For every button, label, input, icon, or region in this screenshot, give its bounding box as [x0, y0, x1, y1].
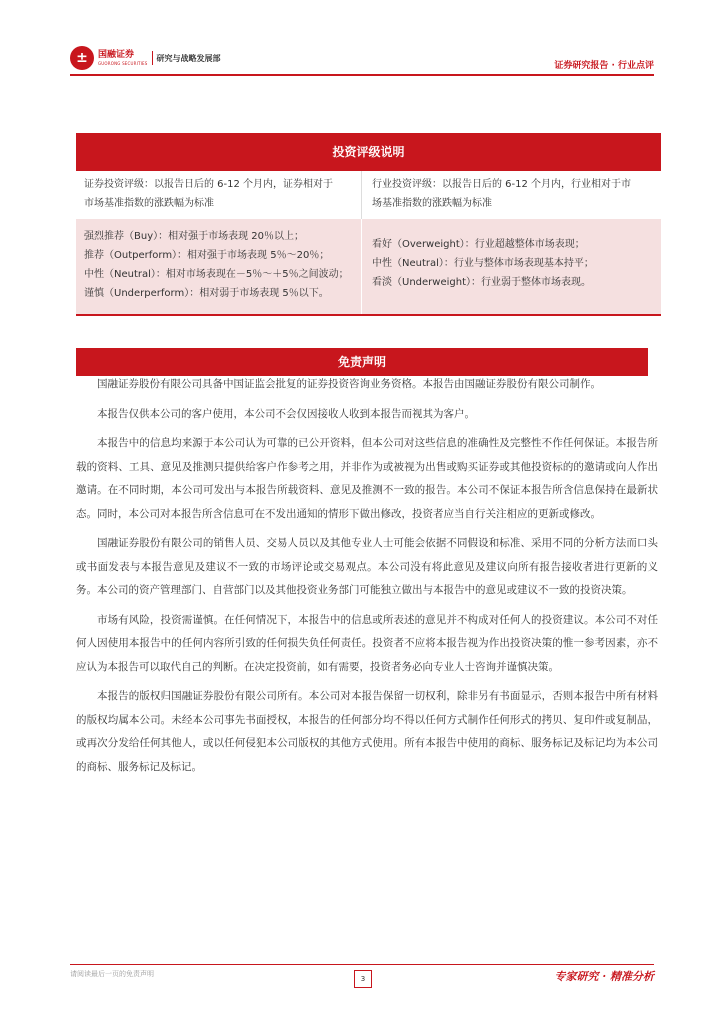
page-header	[0, 0, 724, 80]
page-number: 3	[354, 970, 372, 988]
disclaimer-paragraph: 本报告仅供本公司的客户使用，本公司不会仅因接收人收到本报告而视其为客户。	[97, 407, 475, 420]
rating-level: 看淡（Underweight）：行业弱于整体市场表现。	[372, 277, 591, 288]
department-name: 研究与战略发展部	[156, 53, 221, 63]
disclaimer-paragraph: 市场有风险，投资需谨慎。在任何情况下，本报告中的信息或所表述的意见并不构成对任何人的投资建议。本公司不对任何人因使用本报告中的任何内容所引致的任何损失负任何责任。投资者不应将本报告视为作出投资决策的惟一参考因素，亦不应认为本报告可以取代自己的判断。在决定投资前，如有需要，投资者务必向专业人士咨询并谨慎决策。	[76, 613, 658, 673]
rating-title: 投资评级说明	[76, 133, 661, 171]
logo-divider	[152, 51, 153, 65]
disclaimer-paragraph: 本报告的版权归国融证券股份有限公司所有。本公司对本报告保留一切权利，除非另有书面显示，否则本报告中所有材料的版权均属本公司。未经本公司事先书面授权，本报告的任何部分均不得以任何方式制作任何形式的拷贝、复印件或复制品，或再次分发给任何其他人，或以任何侵犯本公司版权的其他方式使用。所有本报告中使用的商标、服务标记及标记均为本公司的商标、服务标记及标记。	[76, 690, 658, 773]
stock-rating-intro: 证券投资评级：以报告日后的 6-12 个月内，证券相对于 市场基准指数的涨跌幅为标准	[76, 171, 361, 219]
document-type: 证券研究报告 · 行业点评	[554, 61, 654, 71]
industry-rating-intro: 行业投资评级：以报告日后的 6-12 个月内，行业相对于市 场基准指数的涨跌幅为标准	[361, 171, 661, 219]
disclaimer-paragraph: 国融证券股份有限公司的销售人员、交易人员以及其他专业人士可能会依据不同假设和标准、采用不同的分析方法而口头或书面发表与本报告意见及建议不一致的市场评论或交易观点。本公司没有将此意见及建议向所有报告接收者进行更新的义务。本公司的资产管理部门、自营部门以及其他投资业务部门可能独立做出与本报告中的意见或建议不一致的投资决策。	[76, 537, 658, 596]
rating-level: 中性（Neutral）：行业与整体市场表现基本持平；	[372, 258, 594, 269]
rating-level: 看好（Overweight）：行业超越整体市场表现；	[372, 239, 585, 250]
rating-level: 推荐（Outperform）：相对强于市场表现 5％～20％；	[84, 250, 330, 261]
header-divider	[70, 74, 654, 76]
industry-rating-levels	[361, 219, 661, 314]
rating-level: 强烈推荐（Buy）：相对强于市场表现 20％以上；	[84, 231, 305, 242]
table-bottom-border	[76, 314, 661, 316]
footer-divider	[70, 964, 654, 965]
disclaimer-paragraph: 本报告中的信息均来源于本公司认为可靠的已公开资料，但本公司对这些信息的准确性及完整性不作任何保证。本报告所载的资料、工具、意见及推测只提供给客户作参考之用，并非作为或被视为出售或购买证券或其他投资标的的邀请或向人作出邀请。在不同时期，本公司可发出与本报告所载资料、意见及推测不一致的报告。本公司不保证本报告所含信息保持在最新状态。同时，本公司对本报告所含信息可在不发出通知的情形下做出修改，投资者应当自行关注相应的更新或修改。	[76, 437, 658, 520]
disclaimer-title: 免责声明	[76, 348, 648, 376]
footer-slogan: 专家研究 · 精准分析	[554, 970, 654, 983]
rating-level: 中性（Neutral）：相对市场表现在－5％～＋5％之间波动；	[84, 269, 349, 280]
disclaimer-paragraph: 国融证券股份有限公司具备中国证监会批复的证券投资咨询业务资格。本报告由国融证券股份有限公司制作。	[97, 378, 601, 390]
disclaimer-body	[76, 373, 658, 785]
company-logo	[70, 46, 221, 70]
footer-note: 请阅读最后一页的免责声明	[70, 970, 154, 978]
logo-name-en: GUORONG SECURITIES	[98, 60, 148, 66]
stock-rating-levels	[76, 219, 361, 314]
logo-mark-icon: ±	[70, 46, 94, 70]
logo-name: 国融证券	[98, 49, 135, 60]
rating-table	[76, 133, 661, 317]
rating-level: 谨慎（Underperform）：相对弱于市场表现 5％以下。	[84, 288, 329, 299]
